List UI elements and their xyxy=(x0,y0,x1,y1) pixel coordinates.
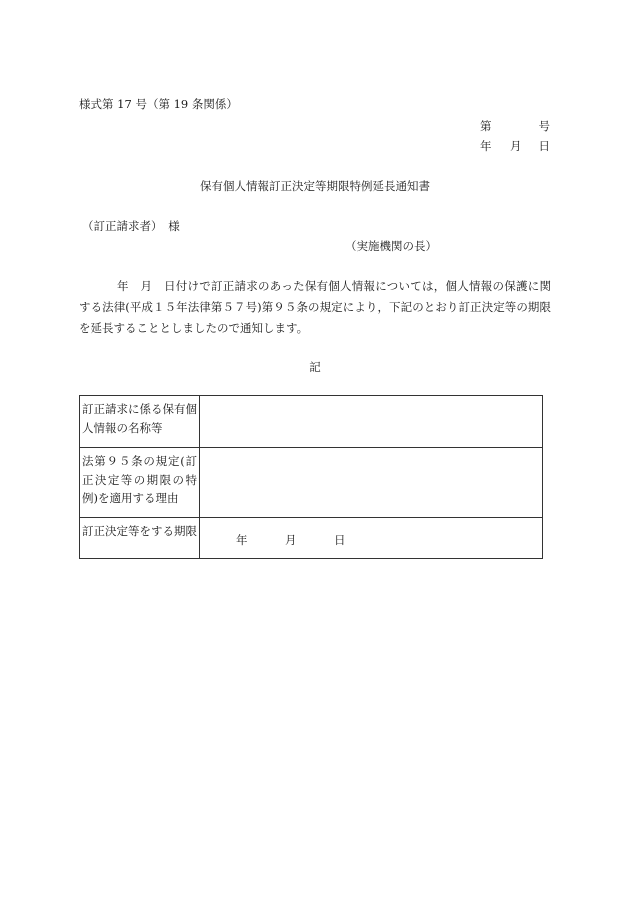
deadline-month: 月 xyxy=(285,533,297,547)
deadline-date xyxy=(236,531,540,550)
document-number xyxy=(480,118,550,134)
issue-date xyxy=(480,138,550,154)
table-label-cell: 訂正決定等をする期限 xyxy=(80,518,200,559)
table-value-cell xyxy=(200,448,543,518)
sender: （実施機関の長） xyxy=(345,239,437,253)
table-label-cell: 法第９５条の規定(訂正決定等の期限の特例)を適用する理由 xyxy=(80,448,200,518)
document-number-suffix: 号 xyxy=(538,119,550,133)
table-row xyxy=(80,396,543,448)
detail-table xyxy=(79,395,543,559)
table-value-cell xyxy=(200,518,543,559)
ki-heading: 記 xyxy=(309,360,321,374)
issue-date-day: 日 xyxy=(538,139,550,153)
form-number: 様式第 17 号（第 19 条関係） xyxy=(79,97,238,111)
addressee: （訂正請求者） 様 xyxy=(82,219,180,233)
document-title: 保有個人情報訂正決定等期限特例延長通知書 xyxy=(200,179,430,193)
body-paragraph: 年 月 日付けで訂正請求のあった保有個人情報については，個人情報の保護に関する法律(平成１５年法律第５７号)第９５条の規定により，下記のとおり訂正決定等の期限を延長することとしましたので通知します。 xyxy=(79,279,551,335)
issue-date-month: 月 xyxy=(510,139,522,153)
table-value-cell xyxy=(200,396,543,448)
table-label-cell: 訂正請求に係る保有個人情報の名称等 xyxy=(80,396,200,448)
table-row xyxy=(80,518,543,559)
issue-date-year: 年 xyxy=(480,139,492,153)
deadline-day: 日 xyxy=(334,533,346,547)
table-row xyxy=(80,448,543,518)
document-number-prefix: 第 xyxy=(480,119,492,133)
deadline-year: 年 xyxy=(236,533,248,547)
